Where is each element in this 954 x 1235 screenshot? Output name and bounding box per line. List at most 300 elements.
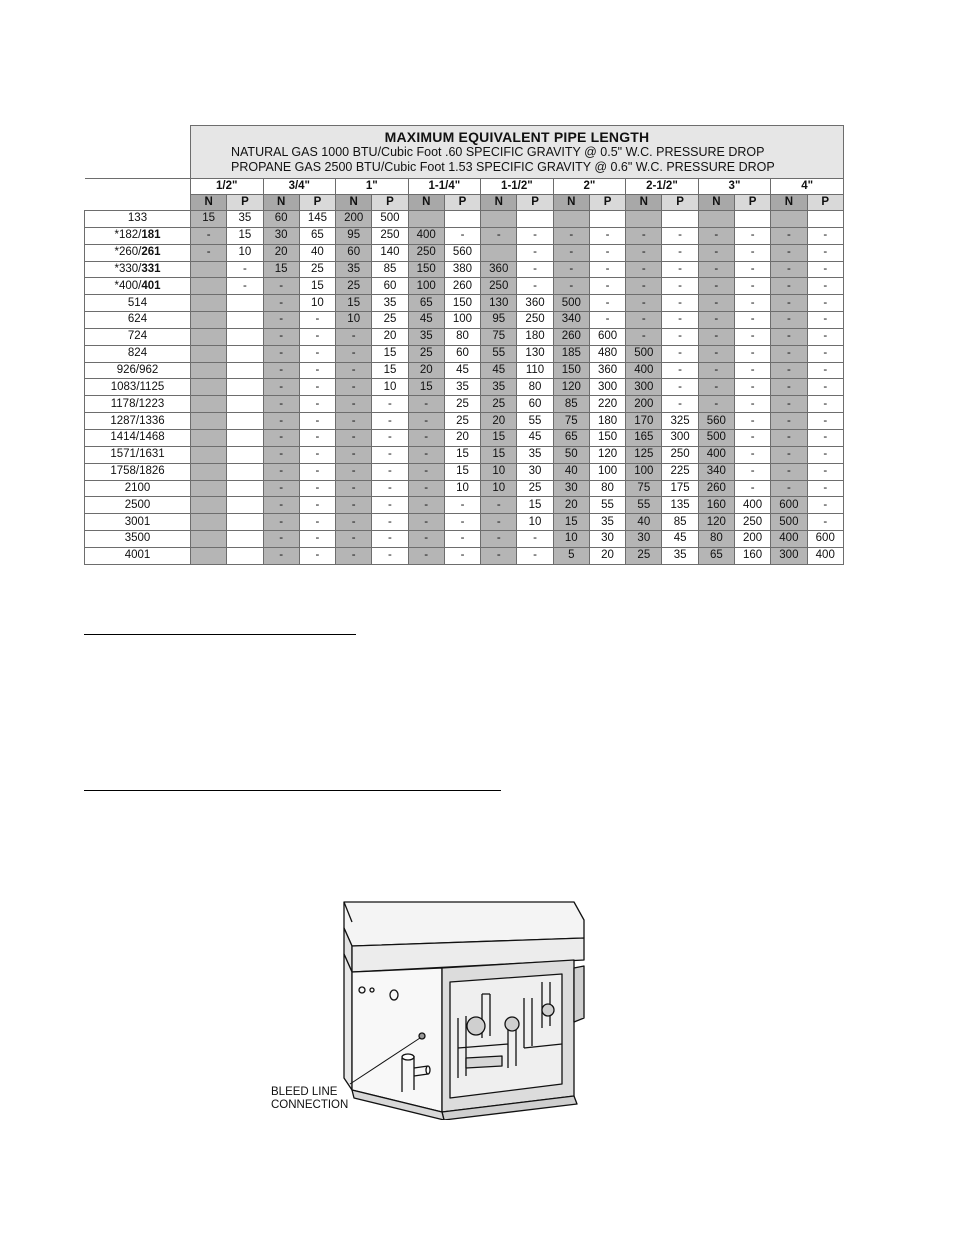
natural-gas-length-cell: -	[263, 429, 299, 446]
natural-gas-length-cell: 100	[626, 463, 662, 480]
propane-gas-length-cell: 35	[372, 295, 408, 312]
natural-gas-length-cell: 150	[408, 261, 444, 278]
propane-gas-length-cell: 250	[662, 446, 698, 463]
natural-gas-length-cell: -	[771, 345, 807, 362]
propane-gas-length-cell: -	[444, 531, 480, 548]
natural-gas-length-cell	[191, 514, 227, 531]
natural-gas-length-cell: 65	[698, 547, 734, 564]
propane-gas-length-cell: -	[227, 261, 263, 278]
natural-gas-length-cell: -	[336, 446, 372, 463]
natural-gas-length-cell: 95	[336, 227, 372, 244]
propane-gas-length-cell: -	[444, 514, 480, 531]
natural-gas-length-cell: 15	[553, 514, 589, 531]
natural-gas-length-cell: 25	[336, 278, 372, 295]
propane-gas-length-cell	[227, 345, 263, 362]
propane-gas-length-cell: 400	[734, 497, 770, 514]
natural-gas-length-cell: 55	[481, 345, 517, 362]
propane-gas-header: P	[517, 195, 553, 211]
table-row	[85, 396, 844, 413]
natural-gas-length-cell: 85	[553, 396, 589, 413]
natural-gas-length-cell: 45	[481, 362, 517, 379]
propane-gas-length-cell: 300	[662, 429, 698, 446]
propane-gas-length-cell: -	[589, 295, 625, 312]
natural-gas-length-cell: 45	[408, 312, 444, 329]
pipe-size-header: 1/2"	[191, 179, 264, 195]
propane-gas-length-cell: 25	[372, 312, 408, 329]
natural-gas-header: N	[336, 195, 372, 211]
propane-gas-length-cell: -	[734, 429, 770, 446]
natural-gas-length-cell: -	[698, 345, 734, 362]
natural-gas-length-cell: 75	[626, 480, 662, 497]
natural-gas-length-cell: 40	[553, 463, 589, 480]
natural-gas-length-cell: 170	[626, 413, 662, 430]
natural-gas-header: N	[553, 195, 589, 211]
natural-gas-length-cell: 15	[481, 446, 517, 463]
natural-gas-length-cell: 35	[408, 328, 444, 345]
natural-gas-length-cell: 50	[553, 446, 589, 463]
propane-gas-length-cell: 15	[444, 446, 480, 463]
propane-gas-header: P	[444, 195, 480, 211]
propane-gas-length-cell	[227, 514, 263, 531]
natural-gas-length-cell: 25	[408, 345, 444, 362]
natural-gas-length-cell: 10	[553, 531, 589, 548]
natural-gas-length-cell: 60	[263, 211, 299, 228]
natural-gas-length-cell: -	[481, 497, 517, 514]
natural-gas-length-cell: -	[626, 295, 662, 312]
propane-gas-length-cell	[227, 362, 263, 379]
natural-gas-length-cell: -	[336, 480, 372, 497]
natural-gas-length-cell	[191, 261, 227, 278]
propane-gas-length-cell: 150	[444, 295, 480, 312]
propane-gas-length-cell: 140	[372, 244, 408, 261]
propane-gas-length-cell: -	[299, 547, 335, 564]
natural-gas-length-cell: -	[698, 312, 734, 329]
natural-gas-length-cell	[481, 244, 517, 261]
natural-gas-length-cell: 300	[771, 547, 807, 564]
natural-gas-length-cell: -	[698, 379, 734, 396]
model-number-cell	[85, 244, 191, 261]
natural-gas-length-cell: 95	[481, 312, 517, 329]
gas-type-header-row	[85, 195, 844, 211]
propane-gas-length-cell: -	[662, 379, 698, 396]
propane-gas-length-cell	[227, 295, 263, 312]
natural-gas-length-cell: -	[698, 244, 734, 261]
natural-gas-length-cell	[191, 379, 227, 396]
natural-gas-length-cell: 25	[481, 396, 517, 413]
natural-gas-length-cell: 65	[553, 429, 589, 446]
propane-gas-length-cell: -	[807, 362, 843, 379]
propane-gas-header: P	[372, 195, 408, 211]
natural-gas-length-cell: -	[408, 446, 444, 463]
propane-gas-length-cell: -	[662, 396, 698, 413]
model-number-cell: 824	[85, 345, 191, 362]
propane-gas-length-cell: -	[227, 278, 263, 295]
propane-gas-length-cell: -	[807, 413, 843, 430]
propane-gas-length-cell: -	[734, 227, 770, 244]
natural-gas-length-cell: 20	[481, 413, 517, 430]
natural-gas-length-cell: -	[263, 278, 299, 295]
natural-gas-header: N	[698, 195, 734, 211]
natural-gas-length-cell: -	[698, 396, 734, 413]
propane-gas-length-cell: -	[444, 227, 480, 244]
natural-gas-length-cell: 300	[626, 379, 662, 396]
natural-gas-length-cell: 125	[626, 446, 662, 463]
model-number-cell: 1758/1826	[85, 463, 191, 480]
propane-gas-length-cell: -	[807, 227, 843, 244]
natural-gas-length-cell: 15	[191, 211, 227, 228]
propane-gas-length-cell: 130	[517, 345, 553, 362]
propane-gas-length-cell: 250	[372, 227, 408, 244]
natural-gas-length-cell: 55	[626, 497, 662, 514]
natural-gas-length-cell: -	[408, 514, 444, 531]
natural-gas-length-cell: -	[336, 531, 372, 548]
propane-gas-length-cell: 225	[662, 463, 698, 480]
propane-gas-length-cell: 325	[662, 413, 698, 430]
table-subtitle-natural: NATURAL GAS 1000 BTU/Cubic Foot .60 SPECIFIC GRAVITY @ 0.5" W.C. PRESSURE DROP	[231, 145, 765, 159]
propane-gas-length-cell: 25	[299, 261, 335, 278]
propane-gas-length-cell: 80	[444, 328, 480, 345]
natural-gas-length-cell: 250	[408, 244, 444, 261]
natural-gas-length-cell: 500	[626, 345, 662, 362]
propane-gas-length-cell	[227, 312, 263, 329]
model-number-current: 331	[141, 262, 161, 275]
natural-gas-length-cell: 75	[553, 413, 589, 430]
propane-gas-length-cell: 20	[372, 328, 408, 345]
propane-gas-length-cell: -	[734, 362, 770, 379]
natural-gas-header: N	[263, 195, 299, 211]
callout-line-1: BLEED LINE	[271, 1086, 338, 1098]
model-number-cell: 1414/1468	[85, 429, 191, 446]
propane-gas-length-cell: -	[734, 463, 770, 480]
propane-gas-length-cell	[227, 463, 263, 480]
propane-gas-length-cell: -	[807, 312, 843, 329]
propane-gas-length-cell: 250	[517, 312, 553, 329]
natural-gas-length-cell: 200	[626, 396, 662, 413]
natural-gas-length-cell: -	[771, 463, 807, 480]
natural-gas-length-cell	[191, 362, 227, 379]
table-row	[85, 547, 844, 564]
natural-gas-length-cell: -	[481, 547, 517, 564]
natural-gas-length-cell: -	[263, 446, 299, 463]
natural-gas-header: N	[626, 195, 662, 211]
propane-gas-length-cell: 400	[807, 547, 843, 564]
propane-gas-length-cell: 600	[807, 531, 843, 548]
table-row	[85, 211, 844, 228]
natural-gas-length-cell	[191, 531, 227, 548]
propane-gas-length-cell: -	[517, 227, 553, 244]
propane-gas-length-cell: 35	[227, 211, 263, 228]
table-row	[85, 413, 844, 430]
natural-gas-length-cell: -	[336, 328, 372, 345]
propane-gas-length-cell: -	[299, 497, 335, 514]
propane-gas-length-cell: -	[734, 345, 770, 362]
propane-gas-length-cell: -	[517, 531, 553, 548]
table-row	[85, 312, 844, 329]
natural-gas-length-cell: 30	[263, 227, 299, 244]
propane-gas-length-cell: -	[734, 446, 770, 463]
natural-gas-length-cell: -	[336, 514, 372, 531]
propane-gas-header: P	[227, 195, 263, 211]
natural-gas-length-cell	[191, 429, 227, 446]
propane-gas-length-cell: 40	[299, 244, 335, 261]
propane-gas-length-cell: -	[589, 244, 625, 261]
natural-gas-length-cell: 260	[698, 480, 734, 497]
natural-gas-length-cell	[408, 211, 444, 228]
propane-gas-length-cell: 100	[444, 312, 480, 329]
model-number-prefix: *400/	[114, 279, 142, 292]
propane-gas-length-cell: 15	[372, 345, 408, 362]
natural-gas-length-cell: -	[408, 429, 444, 446]
propane-gas-length-cell: 60	[517, 396, 553, 413]
propane-gas-length-cell: 45	[517, 429, 553, 446]
model-number-cell	[85, 278, 191, 295]
propane-gas-length-cell: -	[517, 261, 553, 278]
propane-gas-length-cell	[227, 531, 263, 548]
natural-gas-length-cell: 80	[698, 531, 734, 548]
propane-gas-length-cell	[734, 211, 770, 228]
propane-gas-length-cell: 10	[444, 480, 480, 497]
natural-gas-length-cell: -	[771, 413, 807, 430]
propane-gas-length-cell: 80	[517, 379, 553, 396]
natural-gas-length-cell: -	[771, 429, 807, 446]
natural-gas-length-cell	[191, 396, 227, 413]
propane-gas-length-cell: 85	[662, 514, 698, 531]
natural-gas-length-cell	[191, 480, 227, 497]
propane-gas-length-cell: -	[299, 514, 335, 531]
propane-gas-length-cell	[444, 211, 480, 228]
propane-gas-length-cell: -	[372, 446, 408, 463]
natural-gas-length-cell: -	[263, 345, 299, 362]
propane-gas-length-cell: -	[299, 328, 335, 345]
propane-gas-length-cell: -	[807, 244, 843, 261]
natural-gas-length-cell	[698, 211, 734, 228]
table-row	[85, 295, 844, 312]
model-number-cell: 724	[85, 328, 191, 345]
natural-gas-length-cell: 500	[771, 514, 807, 531]
table-row	[85, 328, 844, 345]
natural-gas-length-cell: 10	[481, 463, 517, 480]
natural-gas-length-cell: -	[771, 379, 807, 396]
natural-gas-length-cell: -	[626, 261, 662, 278]
natural-gas-length-cell: 560	[698, 413, 734, 430]
natural-gas-length-cell: -	[263, 547, 299, 564]
propane-gas-header: P	[299, 195, 335, 211]
section-heading-underline	[84, 790, 501, 791]
natural-gas-length-cell: -	[771, 295, 807, 312]
natural-gas-length-cell	[553, 211, 589, 228]
pipe-size-header: 1-1/4"	[408, 179, 481, 195]
natural-gas-length-cell: -	[698, 295, 734, 312]
propane-gas-length-cell: -	[734, 328, 770, 345]
natural-gas-length-cell: -	[408, 396, 444, 413]
propane-gas-length-cell: 600	[589, 328, 625, 345]
pipe-size-header: 3"	[698, 179, 771, 195]
natural-gas-length-cell	[191, 345, 227, 362]
propane-gas-length-cell: -	[299, 396, 335, 413]
natural-gas-length-cell: -	[481, 227, 517, 244]
natural-gas-length-cell: 15	[481, 429, 517, 446]
propane-gas-length-cell: 15	[299, 278, 335, 295]
propane-gas-length-cell: -	[372, 531, 408, 548]
natural-gas-length-cell: 30	[553, 480, 589, 497]
propane-gas-length-cell: 15	[444, 463, 480, 480]
propane-gas-length-cell: 15	[372, 362, 408, 379]
natural-gas-length-cell: -	[771, 328, 807, 345]
natural-gas-header: N	[408, 195, 444, 211]
table-row	[85, 362, 844, 379]
natural-gas-length-cell: -	[553, 278, 589, 295]
propane-gas-length-cell: -	[807, 379, 843, 396]
natural-gas-length-cell: 400	[626, 362, 662, 379]
title-row	[85, 126, 844, 179]
natural-gas-length-cell: 250	[481, 278, 517, 295]
natural-gas-length-cell: -	[263, 379, 299, 396]
table-subtitle-propane: PROPANE GAS 2500 BTU/Cubic Foot 1.53 SPECIFIC GRAVITY @ 0.6" W.C. PRESSURE DROP	[231, 160, 775, 174]
natural-gas-length-cell: -	[336, 362, 372, 379]
propane-gas-length-cell: -	[734, 278, 770, 295]
pipe-size-header-row	[85, 179, 844, 195]
propane-gas-length-cell: -	[299, 362, 335, 379]
natural-gas-length-cell: 5	[553, 547, 589, 564]
propane-gas-length-cell	[517, 211, 553, 228]
propane-gas-length-cell: 45	[662, 531, 698, 548]
natural-gas-length-cell	[626, 211, 662, 228]
natural-gas-length-cell: -	[336, 413, 372, 430]
table-row	[85, 261, 844, 278]
natural-gas-length-cell: 130	[481, 295, 517, 312]
natural-gas-length-cell: -	[263, 362, 299, 379]
natural-gas-length-cell	[191, 328, 227, 345]
natural-gas-length-cell: -	[336, 463, 372, 480]
propane-gas-length-cell: -	[662, 261, 698, 278]
natural-gas-length-cell: -	[626, 244, 662, 261]
propane-gas-length-cell: 60	[444, 345, 480, 362]
natural-gas-length-cell	[191, 547, 227, 564]
propane-gas-length-cell: 55	[517, 413, 553, 430]
propane-gas-length-cell	[807, 211, 843, 228]
propane-gas-length-cell: -	[734, 413, 770, 430]
propane-gas-length-cell	[589, 211, 625, 228]
propane-gas-length-cell: -	[807, 463, 843, 480]
natural-gas-length-cell	[191, 497, 227, 514]
propane-gas-length-cell: 30	[517, 463, 553, 480]
propane-gas-length-cell: 10	[372, 379, 408, 396]
propane-gas-length-cell: -	[299, 413, 335, 430]
propane-gas-header: P	[734, 195, 770, 211]
table-row	[85, 463, 844, 480]
propane-gas-length-cell: -	[372, 413, 408, 430]
propane-gas-length-cell: 380	[444, 261, 480, 278]
natural-gas-length-cell: -	[771, 396, 807, 413]
propane-gas-length-cell	[227, 480, 263, 497]
pipe-size-header: 2"	[553, 179, 626, 195]
natural-gas-length-cell: 600	[771, 497, 807, 514]
natural-gas-length-cell: 500	[698, 429, 734, 446]
propane-gas-length-cell: -	[372, 463, 408, 480]
model-number-cell: 514	[85, 295, 191, 312]
propane-gas-length-cell: -	[734, 480, 770, 497]
propane-gas-length-cell: 10	[517, 514, 553, 531]
propane-gas-length-cell	[227, 396, 263, 413]
propane-gas-length-cell: 85	[372, 261, 408, 278]
natural-gas-length-cell: 30	[626, 531, 662, 548]
propane-gas-length-cell: -	[299, 480, 335, 497]
natural-gas-length-cell: -	[336, 379, 372, 396]
natural-gas-length-cell: -	[263, 312, 299, 329]
propane-gas-length-cell: -	[372, 547, 408, 564]
table-row	[85, 227, 844, 244]
propane-gas-length-cell: 160	[734, 547, 770, 564]
propane-gas-length-cell: -	[807, 497, 843, 514]
pipe-size-header: 1-1/2"	[481, 179, 554, 195]
natural-gas-length-cell	[191, 312, 227, 329]
propane-gas-length-cell	[227, 547, 263, 564]
natural-gas-length-cell: 35	[481, 379, 517, 396]
natural-gas-length-cell: -	[771, 244, 807, 261]
propane-gas-length-cell: 35	[444, 379, 480, 396]
propane-gas-header: P	[662, 195, 698, 211]
propane-gas-length-cell: -	[662, 227, 698, 244]
table-row	[85, 446, 844, 463]
natural-gas-length-cell: -	[408, 531, 444, 548]
propane-gas-length-cell: -	[372, 396, 408, 413]
natural-gas-length-cell: -	[553, 227, 589, 244]
propane-gas-length-cell	[227, 379, 263, 396]
model-number-cell: 1287/1336	[85, 413, 191, 430]
natural-gas-length-cell: -	[263, 497, 299, 514]
model-number-cell: 1178/1223	[85, 396, 191, 413]
propane-gas-length-cell: -	[372, 480, 408, 497]
natural-gas-length-cell: -	[481, 531, 517, 548]
propane-gas-length-cell: -	[299, 446, 335, 463]
propane-gas-length-cell: -	[734, 396, 770, 413]
table-row	[85, 278, 844, 295]
natural-gas-length-cell: 15	[263, 261, 299, 278]
table-row	[85, 429, 844, 446]
natural-gas-length-cell: -	[553, 261, 589, 278]
propane-gas-length-cell: 500	[372, 211, 408, 228]
natural-gas-length-cell: -	[771, 261, 807, 278]
model-number-cell: 4001	[85, 547, 191, 564]
table-row	[85, 531, 844, 548]
natural-gas-length-cell: 400	[408, 227, 444, 244]
propane-gas-length-cell: 560	[444, 244, 480, 261]
propane-gas-length-cell	[227, 497, 263, 514]
propane-gas-length-cell: 200	[734, 531, 770, 548]
table-row	[85, 497, 844, 514]
natural-gas-length-cell: 340	[553, 312, 589, 329]
natural-gas-length-cell: -	[408, 463, 444, 480]
natural-gas-length-cell: 185	[553, 345, 589, 362]
propane-gas-length-cell: -	[807, 295, 843, 312]
natural-gas-length-cell: -	[263, 396, 299, 413]
propane-gas-length-cell: 25	[444, 413, 480, 430]
natural-gas-length-cell: 120	[698, 514, 734, 531]
propane-gas-length-cell: 30	[589, 531, 625, 548]
natural-gas-length-cell: -	[263, 463, 299, 480]
propane-gas-length-cell: 300	[589, 379, 625, 396]
propane-gas-length-cell: 20	[589, 547, 625, 564]
natural-gas-length-cell: 35	[336, 261, 372, 278]
propane-gas-length-cell: 360	[517, 295, 553, 312]
natural-gas-length-cell	[191, 446, 227, 463]
propane-gas-length-cell: 25	[517, 480, 553, 497]
model-number-cell: 1083/1125	[85, 379, 191, 396]
natural-gas-length-cell: -	[263, 413, 299, 430]
natural-gas-length-cell	[481, 211, 517, 228]
propane-gas-length-cell: -	[662, 312, 698, 329]
model-number-cell: 3500	[85, 531, 191, 548]
